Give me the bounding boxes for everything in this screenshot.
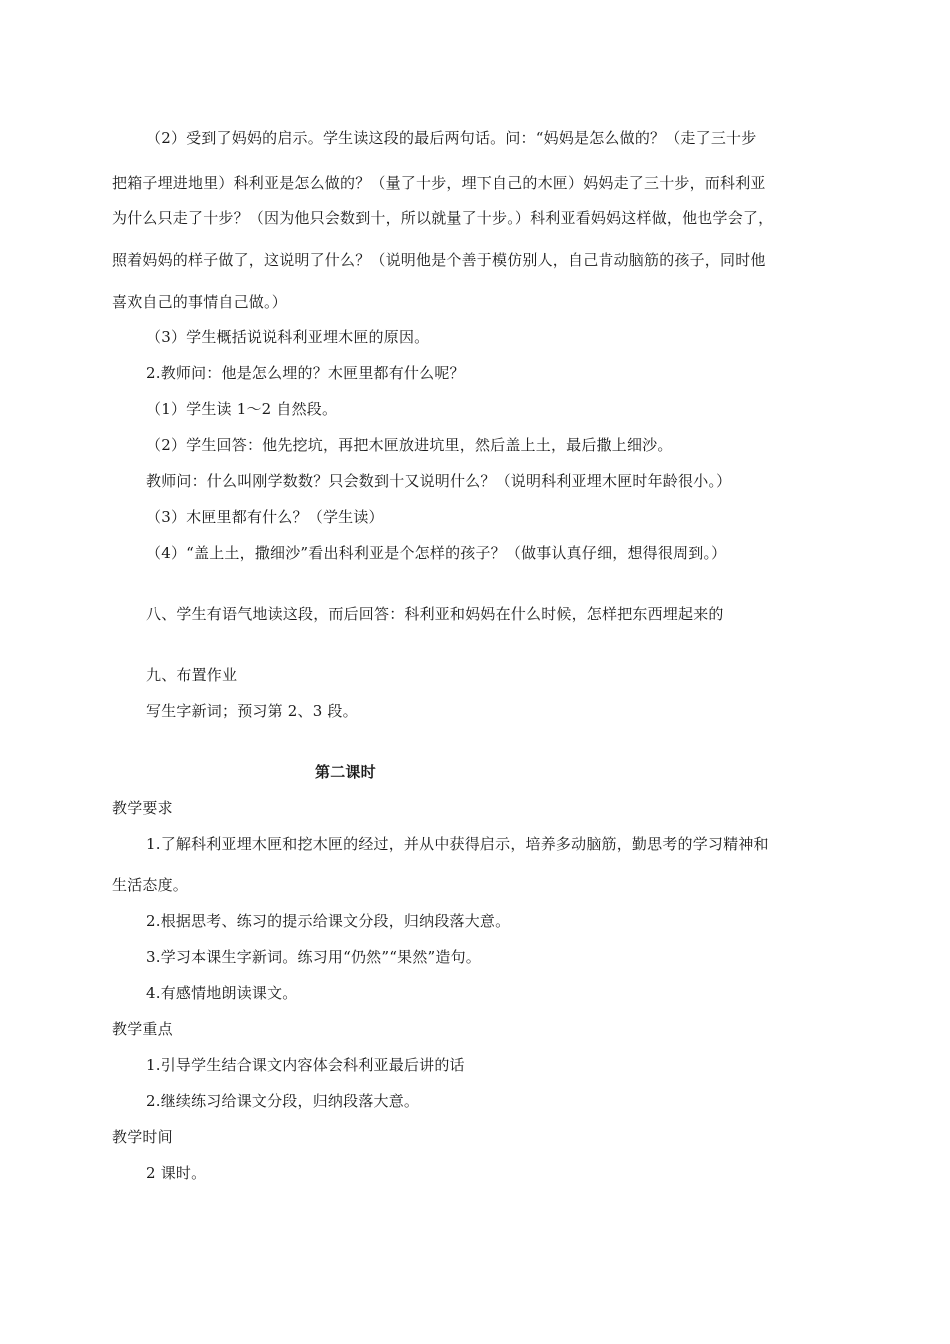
paragraph-line: （2）受到了妈妈的启示。学生读这段的最后两句话。问：“妈妈是怎么做的？（走了三十步 (146, 129, 757, 147)
list-item: 教师问：什么叫刚学数数？只会数到十又说明什么？（说明科利亚埋木匣时年龄很小。） (146, 472, 732, 490)
list-item: 生活态度。 (112, 876, 189, 894)
section-label: 教学时间 (112, 1128, 173, 1146)
section-label: 教学重点 (112, 1020, 173, 1038)
list-item: （3）木匣里都有什么？（学生读） (146, 508, 384, 526)
section-label: 教学要求 (112, 799, 173, 817)
paragraph-line: 喜欢自己的事情自己做。） (112, 293, 287, 311)
homework-text: 写生字新词；预习第 2、3 段。 (146, 702, 358, 720)
paragraph-line: 照着妈妈的样子做了，这说明了什么？（说明他是个善于模仿别人，自己肯动脑筋的孩子，同时他 (112, 251, 766, 269)
time-value: 2 课时。 (146, 1164, 207, 1182)
lesson-title: 第二课时 (315, 763, 376, 781)
list-item: 1.引导学生结合课文内容体会科利亚最后讲的话 (146, 1056, 465, 1074)
list-item: （1）学生读 1～2 自然段。 (146, 400, 338, 418)
list-item: （3）学生概括说说科利亚埋木匣的原因。 (146, 328, 430, 346)
paragraph-line: 把箱子埋进地里）科利亚是怎么做的？（量了十步，埋下自己的木匣）妈妈走了三十步，而科利亚 (112, 174, 766, 192)
list-item: 4.有感情地朗读课文。 (146, 984, 298, 1002)
section-heading: 八、学生有语气地读这段，而后回答：科利亚和妈妈在什么时候，怎样把东西埋起来的 (146, 605, 724, 623)
section-heading: 九、布置作业 (146, 666, 238, 684)
list-item: 2.继续练习给课文分段，归纳段落大意。 (146, 1092, 420, 1110)
list-item: 2.根据思考、练习的提示给课文分段，归纳段落大意。 (146, 912, 511, 930)
list-item: 2.教师问：他是怎么埋的？木匣里都有什么呢？ (146, 364, 465, 382)
paragraph-line: 为什么只走了十步？（因为他只会数到十，所以就量了十步。）科利亚看妈妈这样做，他也学会了， (112, 209, 774, 227)
list-item: （4）“盖上土，撒细沙”看出科利亚是个怎样的孩子？（做事认真仔细，想得很周到。） (146, 544, 727, 562)
list-item: 1.了解科利亚埋木匣和挖木匣的经过，并从中获得启示，培养多动脑筋，勤思考的学习精神和 (146, 835, 769, 853)
list-item: （2）学生回答：他先挖坑，再把木匣放进坑里，然后盖上土，最后撒上细沙。 (146, 436, 673, 454)
list-item: 3.学习本课生字新词。练习用“仍然”“果然”造句。 (146, 948, 481, 966)
